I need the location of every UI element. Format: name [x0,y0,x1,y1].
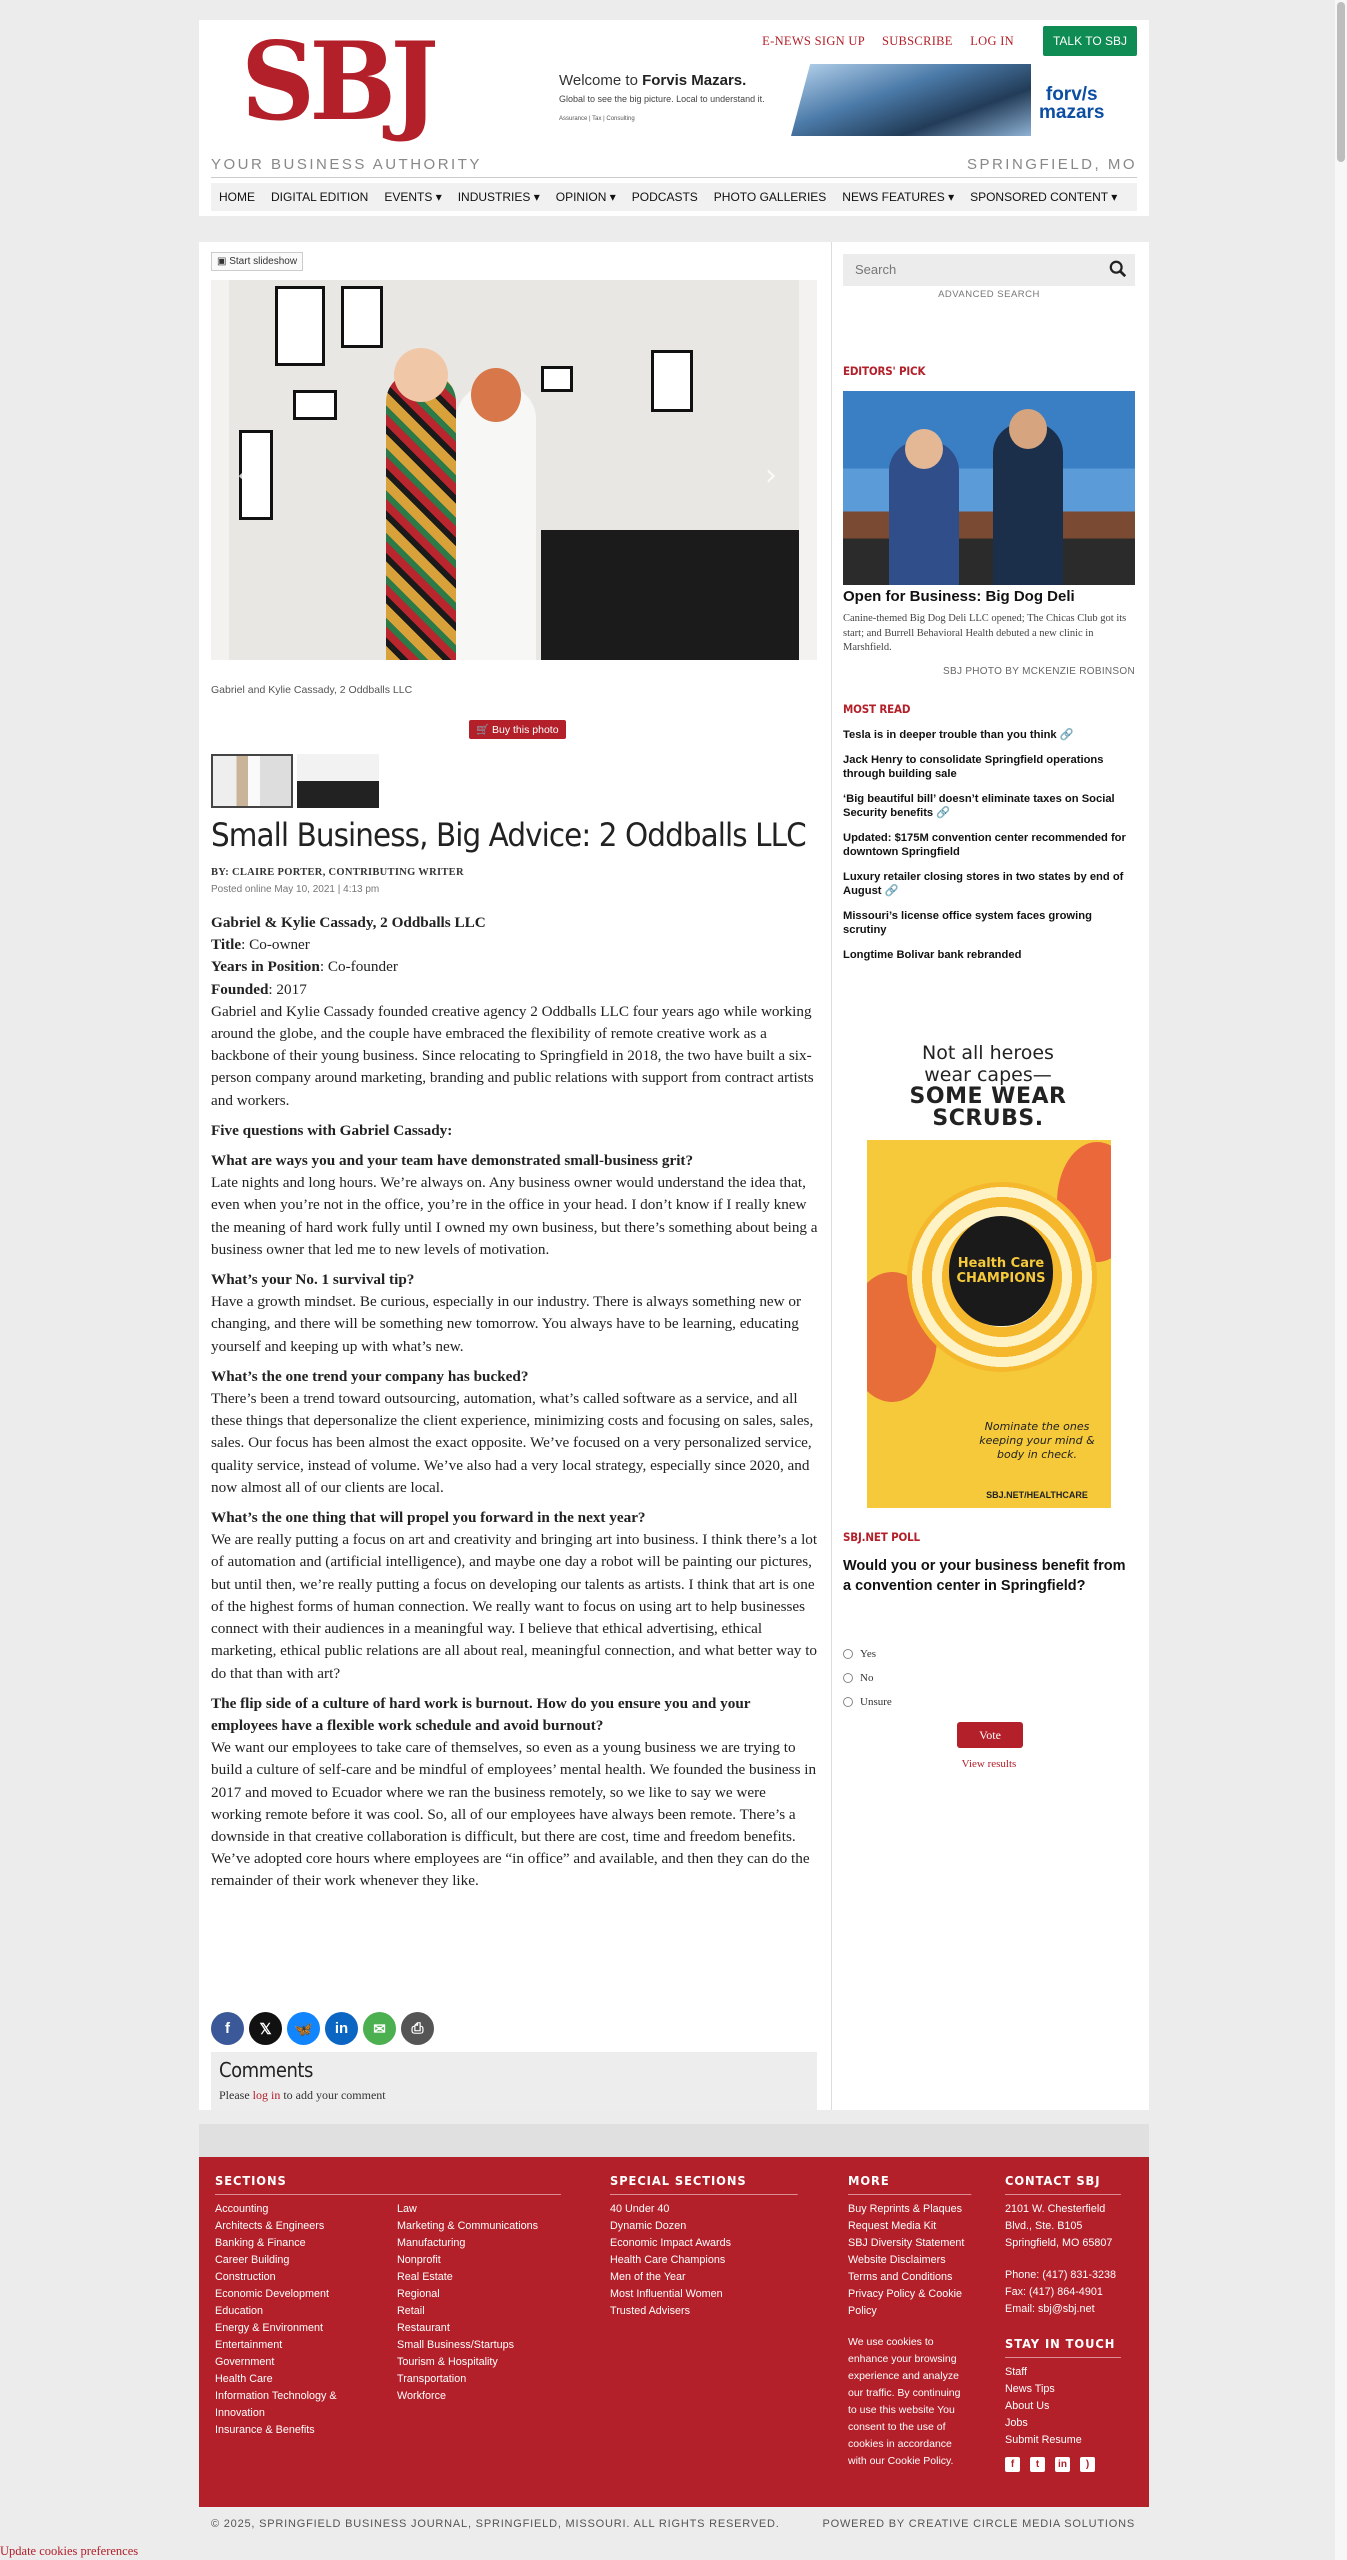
site-header [199,20,1149,216]
header-divider [211,177,1137,178]
footer-link[interactable]: 40 Under 40 [610,2203,670,2215]
facebook-icon[interactable]: f [1005,2457,1020,2472]
cookie-preferences-link[interactable]: Update cookies preferences [0,2544,139,2558]
footer-link[interactable]: Health Care Champions [610,2254,726,2266]
promo-building-image [791,64,1031,136]
footer-link[interactable]: Construction [215,2271,276,2283]
editors-pick-title[interactable]: Open for Business: Big Dog Deli [843,588,1075,605]
image-face [1009,409,1047,449]
footer-link[interactable]: Submit Resume [1005,2434,1082,2446]
editors-pick-description: Canine-themed Big Dog Deli LLC opened; The Chicas Club got its start; and Burrell Behavioral Health debuted a new clinic in Marshfield. [843,613,1127,653]
search-icon[interactable] [1109,260,1127,278]
nav-sponsored-content[interactable]: SPONSORED CONTENT ▾ [970,190,1118,204]
nav-home[interactable]: HOME [219,190,255,204]
footer-email[interactable]: Email: sbj@sbj.net [1005,2303,1095,2315]
answer: We want our employees to take care of themselves, so even as a young business we are trying to build a culture of self-care and be mindful of employees’ mental health. We founded the business in 2017 and moved to Ecuador where we ran the business remotely, so we like to say we were working remote before it was cool. So, all of our employees have always been remote. There’s a downside in that creative collaboration is difficult, but there are cost, time and freedom benefits. We’ve adopted core hours where employees are “in office” and available, and then they can do the remainder of their work whenever they like. [211,1739,817,1890]
poll-heading: SBJ.NET POLL [843,1530,920,1544]
share-buttons [211,2012,434,2045]
profile-label: Founded [211,980,269,998]
footer-phone[interactable]: Phone: (417) 831-3238 [1005,2269,1117,2281]
profile-name: Gabriel & Kylie Cassady, 2 Oddballs LLC [211,914,486,931]
footer-link[interactable]: Staff [1005,2366,1028,2378]
radio-icon[interactable] [843,1649,853,1659]
footer-address: Springfield, MO 65807 [1005,2237,1113,2249]
facebook-icon[interactable]: f [211,2012,244,2045]
five-questions-heading: Five questions with Gabriel Cassady: [211,1121,453,1139]
promo-welcome: Welcome to Forvis Mazars. [559,72,747,89]
promo-services: Assurance | Tax | Consulting [559,116,635,122]
most-read-item[interactable]: Jack Henry to consolidate Springfield operations through building sale [843,753,1104,780]
footer-address: 2101 W. Chesterfield Blvd., Ste. B105 [1005,2203,1106,2232]
nav-photo-galleries[interactable]: PHOTO GALLERIES [713,190,827,204]
image-face [905,429,943,469]
footer-link[interactable]: Jobs [1005,2417,1028,2429]
footer-link[interactable]: Education [215,2305,264,2317]
footer-link[interactable]: Entertainment [215,2339,283,2351]
photo-thumbnail-1[interactable] [211,754,293,808]
scrollbar-thumb[interactable] [1337,2,1345,162]
footer-link[interactable]: Manufacturing [397,2237,466,2249]
footer-social [1005,2457,1131,2472]
scrollbar[interactable] [1335,0,1347,2560]
profile-label: Years in Position [211,958,320,976]
footer-link[interactable]: Marketing & Communications [397,2220,539,2232]
ad-headline: Not all heroes wear capes— SOME WEAR SCRUBS. [867,1022,1111,1140]
footer-link[interactable]: Health Care [215,2373,273,2385]
footer-link[interactable]: Dynamic Dozen [610,2220,687,2232]
chevron-right-icon[interactable]: › [765,458,777,493]
photo-frame [651,350,693,412]
most-read-item[interactable]: Tesla is in deeper trouble than you think 🔗 [843,729,1074,741]
copyright: © 2025, SPRINGFIELD BUSINESS JOURNAL, SPRINGFIELD, MISSOURI. ALL RIGHTS RESERVED. [211,2518,780,2530]
bluesky-icon[interactable]: 🦋 [287,2012,320,2045]
footer-link[interactable]: Retail [397,2305,425,2317]
footer-more [848,2173,982,2470]
photo-frame [275,286,325,366]
most-read-item[interactable]: Missouri’s license office system faces growing scrutiny [843,909,1092,936]
editors-pick-image[interactable] [843,391,1135,585]
footer-special-sections [610,2173,814,2320]
footer-link[interactable]: Career Building [215,2254,290,2266]
article-body [211,912,819,1901]
answer: Late nights and long hours. We’re always on. Any business owner would understand the idea that, even when you’re not in the office, you’re in the office in your head. I don’t know if I really knew the meaning of hard work fully until I owned my own business, but there’s something about being a business owner that led me to new levels of motivation. [211,1174,818,1258]
x-twitter-icon[interactable]: 𝕏 [249,2012,282,2045]
health-care-champions-ad[interactable] [867,1022,1111,1508]
enews-signup-link[interactable]: E-NEWS SIGN UP [762,34,865,48]
photo-frame [541,366,573,392]
footer-link[interactable]: Trusted Advisers [610,2305,691,2317]
footer-more-title: MORE [848,2173,971,2195]
chevron-left-icon[interactable]: ‹ [237,458,249,493]
ad-body: Nominate the ones keeping your mind & body in check. [979,1420,1095,1461]
main-nav [211,183,1137,211]
most-read-item[interactable]: ‘Big beautiful bill’ doesn’t eliminate taxes on Social Security benefits 🔗 [843,792,1115,819]
question: What’s your No. 1 survival tip? [211,1271,415,1289]
footer-link[interactable]: Men of the Year [610,2271,686,2283]
footer-sections-title: SECTIONS [215,2173,561,2195]
most-read-item[interactable]: Luxury retailer closing stores in two states by end of August 🔗 [843,870,1124,897]
footer-link[interactable]: News Tips [1005,2383,1055,2395]
forvis-mazars-banner-ad[interactable] [559,64,1139,142]
footer-sections [215,2173,591,2439]
footer-link[interactable]: Most Influential Women [610,2288,723,2300]
nav-digital-edition[interactable]: DIGITAL EDITION [271,190,369,204]
comments-section [211,2052,817,2110]
answer: Have a growth mindset. Be curious, especially in our industry. There is always something new or changing, and there will be something new tomorrow. You always have to be learning, educating yourself and keeping up with what’s new. [211,1293,802,1355]
ad-url: SBJ.NET/HEALTHCARE [986,1490,1088,1500]
footer-link[interactable]: Transportation [397,2373,467,2385]
footer-link[interactable]: Workforce [397,2390,446,2402]
footer-cookie-notice: We use cookies to enhance your browsing experience and analyze our traffic. By continuing to use this website You consent to the use of cookies in accordance with our Cookie Policy. [848,2336,961,2467]
most-read-item[interactable]: Updated: $175M convention center recommended for downtown Springfield [843,831,1126,858]
article-byline: BY: CLAIRE PORTER, CONTRIBUTING WRITER [211,867,464,878]
footer-link[interactable]: Government [215,2356,275,2368]
vote-button[interactable]: Vote [957,1722,1023,1748]
footer-spacer [199,2124,1149,2157]
footer-link[interactable]: Banking & Finance [215,2237,306,2249]
photo-frame [341,286,383,348]
footer-link[interactable]: Architects & Engineers [215,2220,325,2232]
article-intro: Gabriel and Kylie Cassady founded creative agency 2 Oddballs LLC four years ago while working around the globe, and the couple have embraced the flexibility of remote creative work as a backbone of their young business. Since relocating to Springfield in 2018, the two have built a six-person company around marketing, branding and public relations with support from contract artists and workers. [211,1002,814,1109]
forvis-mazars-logo: forv/s mazars [1039,84,1105,123]
footer-link[interactable]: Insurance & Benefits [215,2424,315,2436]
footer-link[interactable]: Law [397,2203,417,2215]
heart-icon: Health Care CHAMPIONS [949,1216,1053,1326]
footer-stay-title: STAY IN TOUCH [1005,2336,1121,2358]
most-read-item[interactable]: Longtime Bolivar bank rebranded [843,948,1022,961]
top-links [748,34,1014,49]
footer-link[interactable]: Buy Reprints & Plaques [848,2203,963,2215]
site-city: SPRINGFIELD, MO [966,156,1137,173]
footer-link[interactable]: Nonprofit [397,2254,441,2266]
question: What are ways you and your team have demonstrated small-business grit? [211,1152,694,1170]
poll-option-unsure[interactable]: Unsure [843,1696,892,1708]
photo-thumbnail-2[interactable] [297,754,379,808]
profile-label: Title [211,936,242,954]
slideshow-icon: ▣ [217,256,230,267]
article-title: Small Business, Big Advice: 2 Oddballs LLC [211,816,806,854]
most-read-list [843,728,1135,972]
footer-link[interactable]: Request Media Kit [848,2220,937,2232]
site-footer [199,2157,1149,2507]
nav-news-features[interactable]: NEWS FEATURES ▾ [842,190,955,204]
photo-face-kylie [471,368,521,422]
profile-value: : Co-owner [241,936,310,954]
answer: We are really putting a focus on art and creativity and bringing art into business. I think there’s a lot of automation and (artificial intelligence), and maybe one day a robot will be painting our pictures, but until then, we’re really putting a focus on developing our talents as artists. I think that art is one of the highest forms of human connection. We really want to focus on using art to help businesses connect with their audiences in a meaningful way. I believe that ethical advertising, ethical marketing, ethical public relations are all about real, meaningful connection, and what better way to do that than with art? [211,1531,818,1682]
poll-option-no[interactable]: No [843,1672,873,1684]
twitter-icon[interactable]: t [1030,2457,1045,2472]
article-photo[interactable] [211,280,817,660]
sbj-logo[interactable]: SBJ [241,19,434,145]
subscribe-link[interactable]: SUBSCRIBE [881,34,953,48]
answer: There’s been a trend toward outsourcing, automation, what’s called software as a service, and all these things that depersonalize the client experience, minimizing costs and focusing on sales, sales, sales. Our focus has been almost the exact opposite. We’ve focused on a very personalized service, quality service, instead of volume. We’ve also had a very local strategy, especially since 2020, and now almost all of our clients are local. [211,1390,814,1496]
footer-link[interactable]: Terms and Conditions [848,2271,953,2283]
nav-events[interactable]: EVENTS ▾ [384,190,442,204]
footer-special-title: SPECIAL SECTIONS [610,2173,798,2195]
powered-by[interactable]: POWERED BY CREATIVE CIRCLE MEDIA SOLUTIONS [822,2518,1135,2530]
footer-link[interactable]: Information Technology & Innovation [215,2390,337,2419]
nav-industries[interactable]: INDUSTRIES ▾ [457,190,540,204]
photo-face-gabriel [394,348,448,402]
footer-link[interactable]: Accounting [215,2203,269,2215]
print-icon[interactable]: ⎙ [401,2012,434,2045]
rss-icon[interactable]: ) [1080,2457,1095,2472]
view-results-link[interactable]: View results [961,1758,1017,1770]
footer-link[interactable]: Website Disclaimers [848,2254,946,2266]
photo-caption: Gabriel and Kylie Cassady, 2 Oddballs LLC [211,684,413,696]
footer-contact [1005,2173,1131,2472]
footer-link[interactable]: Privacy Policy & Cookie Policy [848,2288,963,2317]
profile-value: : 2017 [268,980,307,998]
comments-login-link[interactable]: log in [252,2088,281,2102]
footer-link[interactable]: Regional [397,2288,440,2300]
photo-person-gabriel [386,372,456,660]
article-posted-date: Posted online May 10, 2021 | 4:13 pm [211,884,380,895]
radio-icon[interactable] [843,1673,853,1683]
email-icon[interactable]: ✉ [363,2012,396,2045]
nav-podcasts[interactable]: PODCASTS [631,190,698,204]
column-divider [831,242,832,2110]
photo-desk [541,530,799,660]
footer-link[interactable]: About Us [1005,2400,1050,2412]
comments-title: Comments [219,2058,313,2082]
comments-prompt: Please log in to add your comment [219,2088,386,2102]
start-slideshow-button[interactable]: ▣ Start slideshow [211,252,303,271]
photo-credit: SBJ PHOTO BY MCKENZIE ROBINSON [943,666,1135,677]
cart-icon: 🛒 [476,724,492,736]
footer-contact-title: CONTACT SBJ [1005,2173,1121,2195]
question: What’s the one thing that will propel you forward in the next year? [211,1509,646,1527]
question: The flip side of a culture of hard work is burnout. How do you ensure you and your employees have a flexible work schedule and avoid burnout? [211,1694,751,1734]
footer-fax: Fax: (417) 864-4901 [1005,2286,1103,2298]
advanced-search-link[interactable]: ADVANCED SEARCH [938,289,1040,300]
buy-photo-button[interactable]: 🛒 Buy this photo [469,720,566,739]
radio-icon[interactable] [843,1697,853,1707]
site-tagline: YOUR BUSINESS AUTHORITY [211,156,482,173]
linkedin-icon[interactable]: in [1055,2457,1070,2472]
footer-link[interactable]: Real Estate [397,2271,453,2283]
photo-person-kylie [456,385,536,660]
footer-link[interactable]: Economic Development [215,2288,330,2300]
most-read-heading: MOST READ [843,702,911,716]
search-input[interactable]: Search [843,254,1135,286]
footer-link[interactable]: Energy & Environment [215,2322,324,2334]
footer-link[interactable]: Restaurant [397,2322,450,2334]
footer-link[interactable]: Tourism & Hospitality [397,2356,498,2368]
photo-frame [293,390,337,420]
poll-option-yes[interactable]: Yes [843,1648,876,1660]
talk-to-sbj-button[interactable]: TALK TO SBJ [1043,26,1137,56]
login-link[interactable]: LOG IN [970,34,1014,48]
nav-opinion[interactable]: OPINION ▾ [555,190,616,204]
editors-pick-heading: EDITORS' PICK [843,364,926,378]
footer-link[interactable]: Economic Impact Awards [610,2237,732,2249]
linkedin-icon[interactable]: in [325,2012,358,2045]
profile-value: : Co-founder [319,958,398,976]
promo-tagline: Global to see the big picture. Local to understand it. [559,94,765,104]
footer-link[interactable]: Small Business/Startups [397,2339,515,2351]
question: What’s the one trend your company has bucked? [211,1367,529,1385]
poll-question: Would you or your business benefit from a convention center in Springfield? [843,1558,1126,1594]
main-content [199,242,1149,2110]
footer-link[interactable]: SBJ Diversity Statement [848,2237,965,2249]
